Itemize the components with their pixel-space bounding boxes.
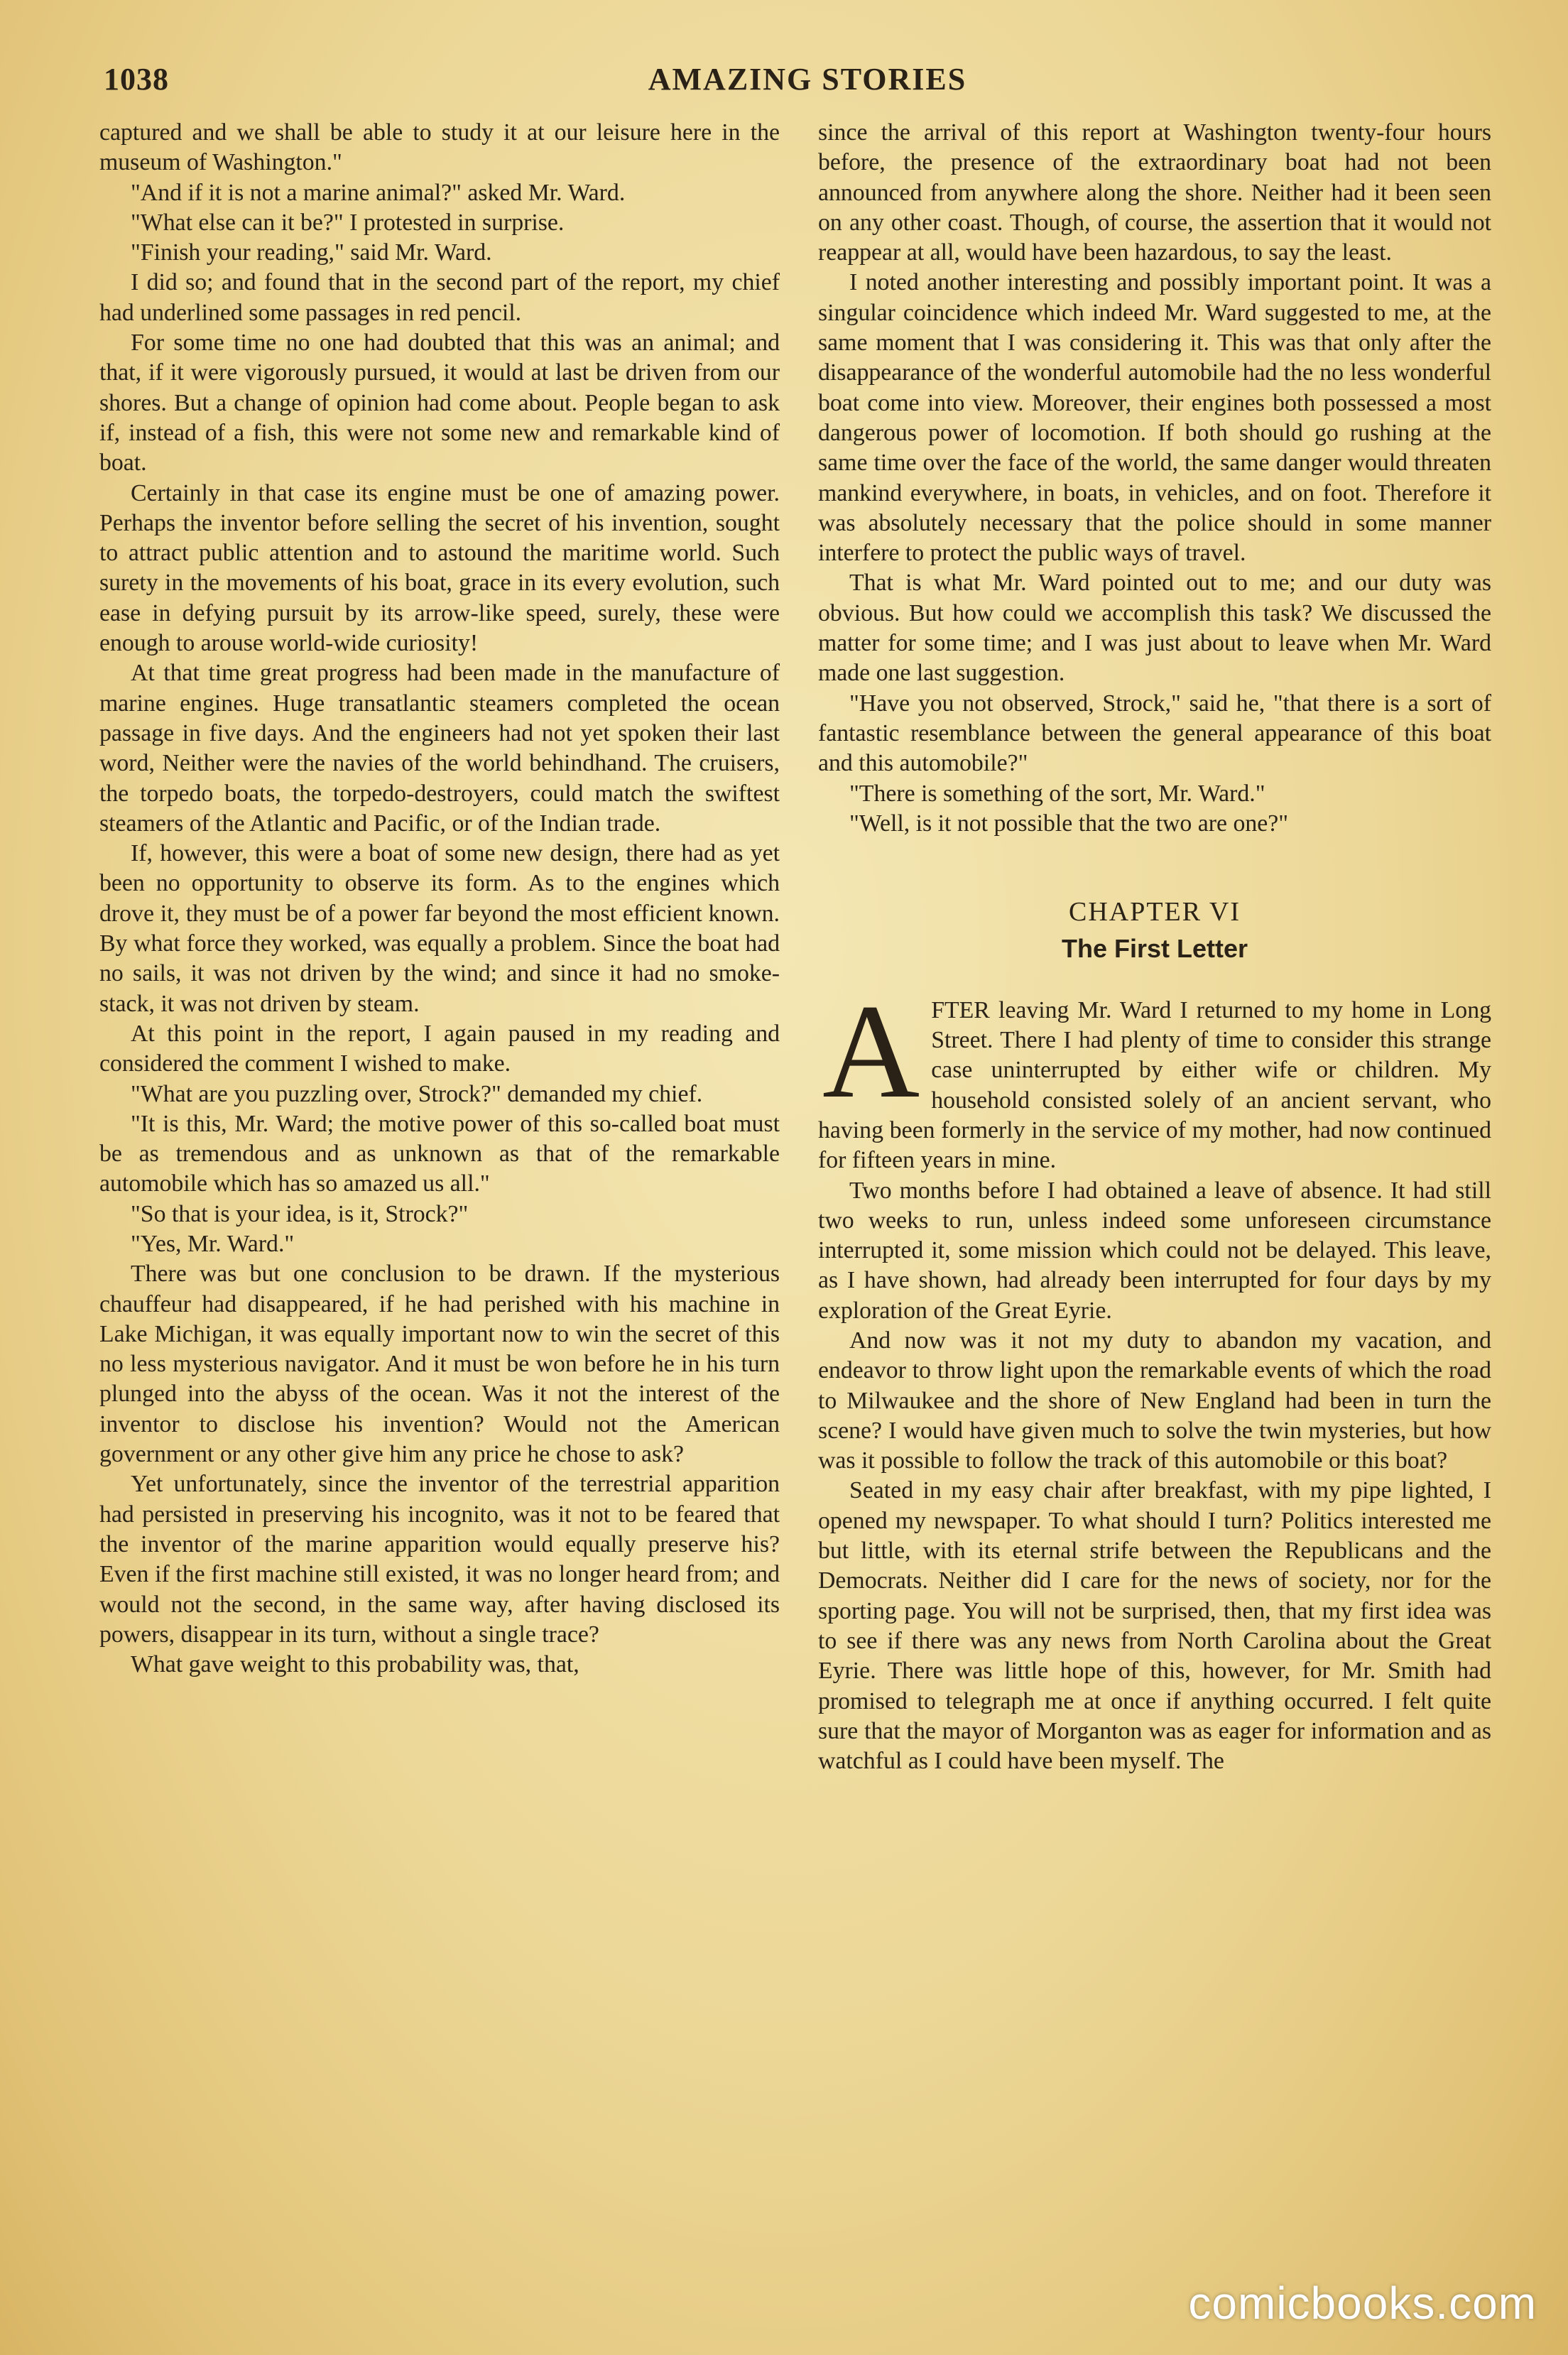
- paragraph: captured and we shall be able to study it at our leisure here in the museum of Washington.": [99, 119, 780, 176]
- paragraph: There was but one conclusion to be drawn. If the mysterious chauffeur had disappeared, if he had perished with his machine in Lake Michigan, it was equally important now to win the secret of this no less mysterious navigator. And it must be won before he in his turn plunged into the abyss of the ocean. Was it not the interest of the inventor to disclose his invention? Would not the American government or any other give him any price he chose to ask?: [99, 1261, 780, 1468]
- page-number: 1038: [104, 62, 169, 97]
- paragraph: For some time no one had doubted that this was an animal; and that, if it were vigorously pursued, it would at last be driven from our shores. But a change of opinion had come about. People began to ask if, instead of a fish, this were not some new and remarkable kind of boat.: [99, 330, 780, 477]
- paragraph: I did so; and found that in the second part of the report, my chief had underlined some passages in red pencil.: [99, 269, 780, 326]
- paragraph: Seated in my easy chair after breakfast, with my pipe lighted, I opened my newspaper. To what should I turn? Politics interested me but little, with its eternal strife between the Republicans and the Democrats. Neither did I care for the news of society, nor for the sporting page. You will not be surprised, then, that my first idea was to see if there was any news from North Carolina about the Great Eyrie. There was little hope of this, however, for Mr. Smith had promised to telegraph me at once if anything occurred. I felt quite sure that the mayor of Morganton was as eager for information and as watchful as I could have been myself. The: [818, 1477, 1491, 1775]
- paragraph: "Have you not observed, Strock," said he, "that there is a sort of fantastic resemblance between the general appearance of this boat and this automobile?": [818, 690, 1491, 777]
- paragraph: And now was it not my duty to abandon my vacation, and endeavor to throw light upon the remarkable events of which the road to Milwaukee and the shore of New England had been in turn the scene? I would have given much to solve the twin mysteries, but how was it possible to follow the track of this automobile or this boat?: [818, 1327, 1491, 1474]
- paragraph: "So that is your idea, is it, Strock?": [131, 1200, 469, 1227]
- page-header: [104, 61, 1511, 104]
- right-column: [818, 118, 1491, 1776]
- chapter-opening-text: FTER leaving Mr. Ward I returned to my home in Long Street. There I had plenty of time to consider this strange case uninterrupted by either wife or children. My household consisted solely of an ancient servant, who having been formerly in the service of my mother, had now continued for fifteen years in mine.: [818, 996, 1491, 1174]
- paragraph: That is what Mr. Ward pointed out to me; and our duty was obvious. But how could we accomplish this task? We discussed the matter for some time; and I was just about to leave when Mr. Ward made one last suggestion.: [818, 570, 1491, 687]
- paragraph: Certainly in that case its engine must be one of amazing power. Perhaps the inventor before selling the secret of his invention, sought to attract public attention and to astound the maritime world. Such surety in the movements of his boat, grace in its every evolution, such ease in defying pursuit by its arrow-like speed, surely, these were enough to arouse world-wide curiosity!: [99, 479, 780, 657]
- paragraph: What gave weight to this probability was, that,: [131, 1651, 579, 1678]
- paragraph: "What else can it be?" I protested in surprise.: [131, 209, 565, 236]
- paragraph: Yet unfortunately, since the inventor of the terrestrial apparition had persisted in preserving his incognito, was it not to be feared that the inventor of the marine apparition would equally preserve his? Even if the first machine still existed, it was no longer heard from; and would not the second, in the same way, after having disclosed its powers, disappear in its turn, without a single trace?: [99, 1471, 780, 1648]
- chapter-opening-paragraph: [818, 977, 1491, 1176]
- paragraph: since the arrival of this report at Washington twenty-four hours before, the presence of the extraordinary boat had not been announced from anywhere along the shore. Neither had it been seen on any other coast. Though, of course, the assertion that it would not reappear at all, would have been hazardous, to say the least.: [818, 119, 1491, 266]
- left-column: [99, 118, 780, 1680]
- magazine-title: AMAZING STORIES: [648, 62, 967, 97]
- paragraph: "And if it is not a marine animal?" asked Mr. Ward.: [131, 179, 626, 206]
- paragraph: "What are you puzzling over, Strock?" demanded my chief.: [131, 1080, 703, 1107]
- paragraph: "Finish your reading," said Mr. Ward.: [131, 239, 492, 266]
- paragraph: If, however, this were a boat of some new design, there had as yet been no opportunity to observe its form. As to the engines which drove it, they must be of a power far beyond the most efficient known. By what force they worked, was equally a problem. Since the boat had no sails, it was not driven by the wind; and since it had no smoke-stack, it was not driven by steam.: [99, 840, 780, 1017]
- watermark-logo: comicbooks.com: [1188, 2278, 1537, 2329]
- paragraph: "There is something of the sort, Mr. Ward.": [849, 780, 1265, 807]
- chapter-title: The First Letter: [1061, 934, 1248, 964]
- paragraph: Two months before I had obtained a leave of absence. It had still two weeks to run, unless indeed some unforeseen circumstance interrupted it, some mission which could not be delayed. This leave, as I have shown, had already been interrupted for four days by my exploration of the Great Eyrie.: [818, 1177, 1491, 1324]
- paragraph: "It is this, Mr. Ward; the motive power of this so-called boat must be as tremendous and as unknown as that of the remarkable automobile which has so amazed us all.": [99, 1110, 780, 1197]
- paragraph: "Yes, Mr. Ward.": [131, 1230, 295, 1257]
- paragraph: "Well, is it not possible that the two are one?": [849, 810, 1289, 837]
- paragraph: I noted another interesting and possibly important point. It was a singular coincidence which indeed Mr. Ward suggested to me, at the same moment that I was considering it. This was that only after the disappearance of the wonderful automobile had the no less wonderful boat come into view. Moreover, their engines both possessed a most dangerous power of locomotion. If both should go rushing at the same time over the face of the world, the same danger would threaten mankind everywhere, in boats, in vehicles, and on foot. Therefore it was absolutely necessary that the police should in some manner interfere to protect the public ways of travel.: [818, 269, 1491, 567]
- drop-cap: A: [822, 977, 920, 1126]
- paragraph: At this point in the report, I again paused in my reading and considered the comment I wished to make.: [99, 1020, 780, 1077]
- chapter-number: CHAPTER VI: [1068, 897, 1241, 928]
- paragraph: At that time great progress had been made in the manufacture of marine engines. Huge transatlantic steamers completed the ocean passage in five days. And the engineers had not yet spoken their last word, Neither were the navies of the world behindhand. The cruisers, the torpedo boats, the torpedo-destroyers, could match the swiftest steamers of the Atlantic and Pacific, or of the Indian trade.: [99, 660, 780, 837]
